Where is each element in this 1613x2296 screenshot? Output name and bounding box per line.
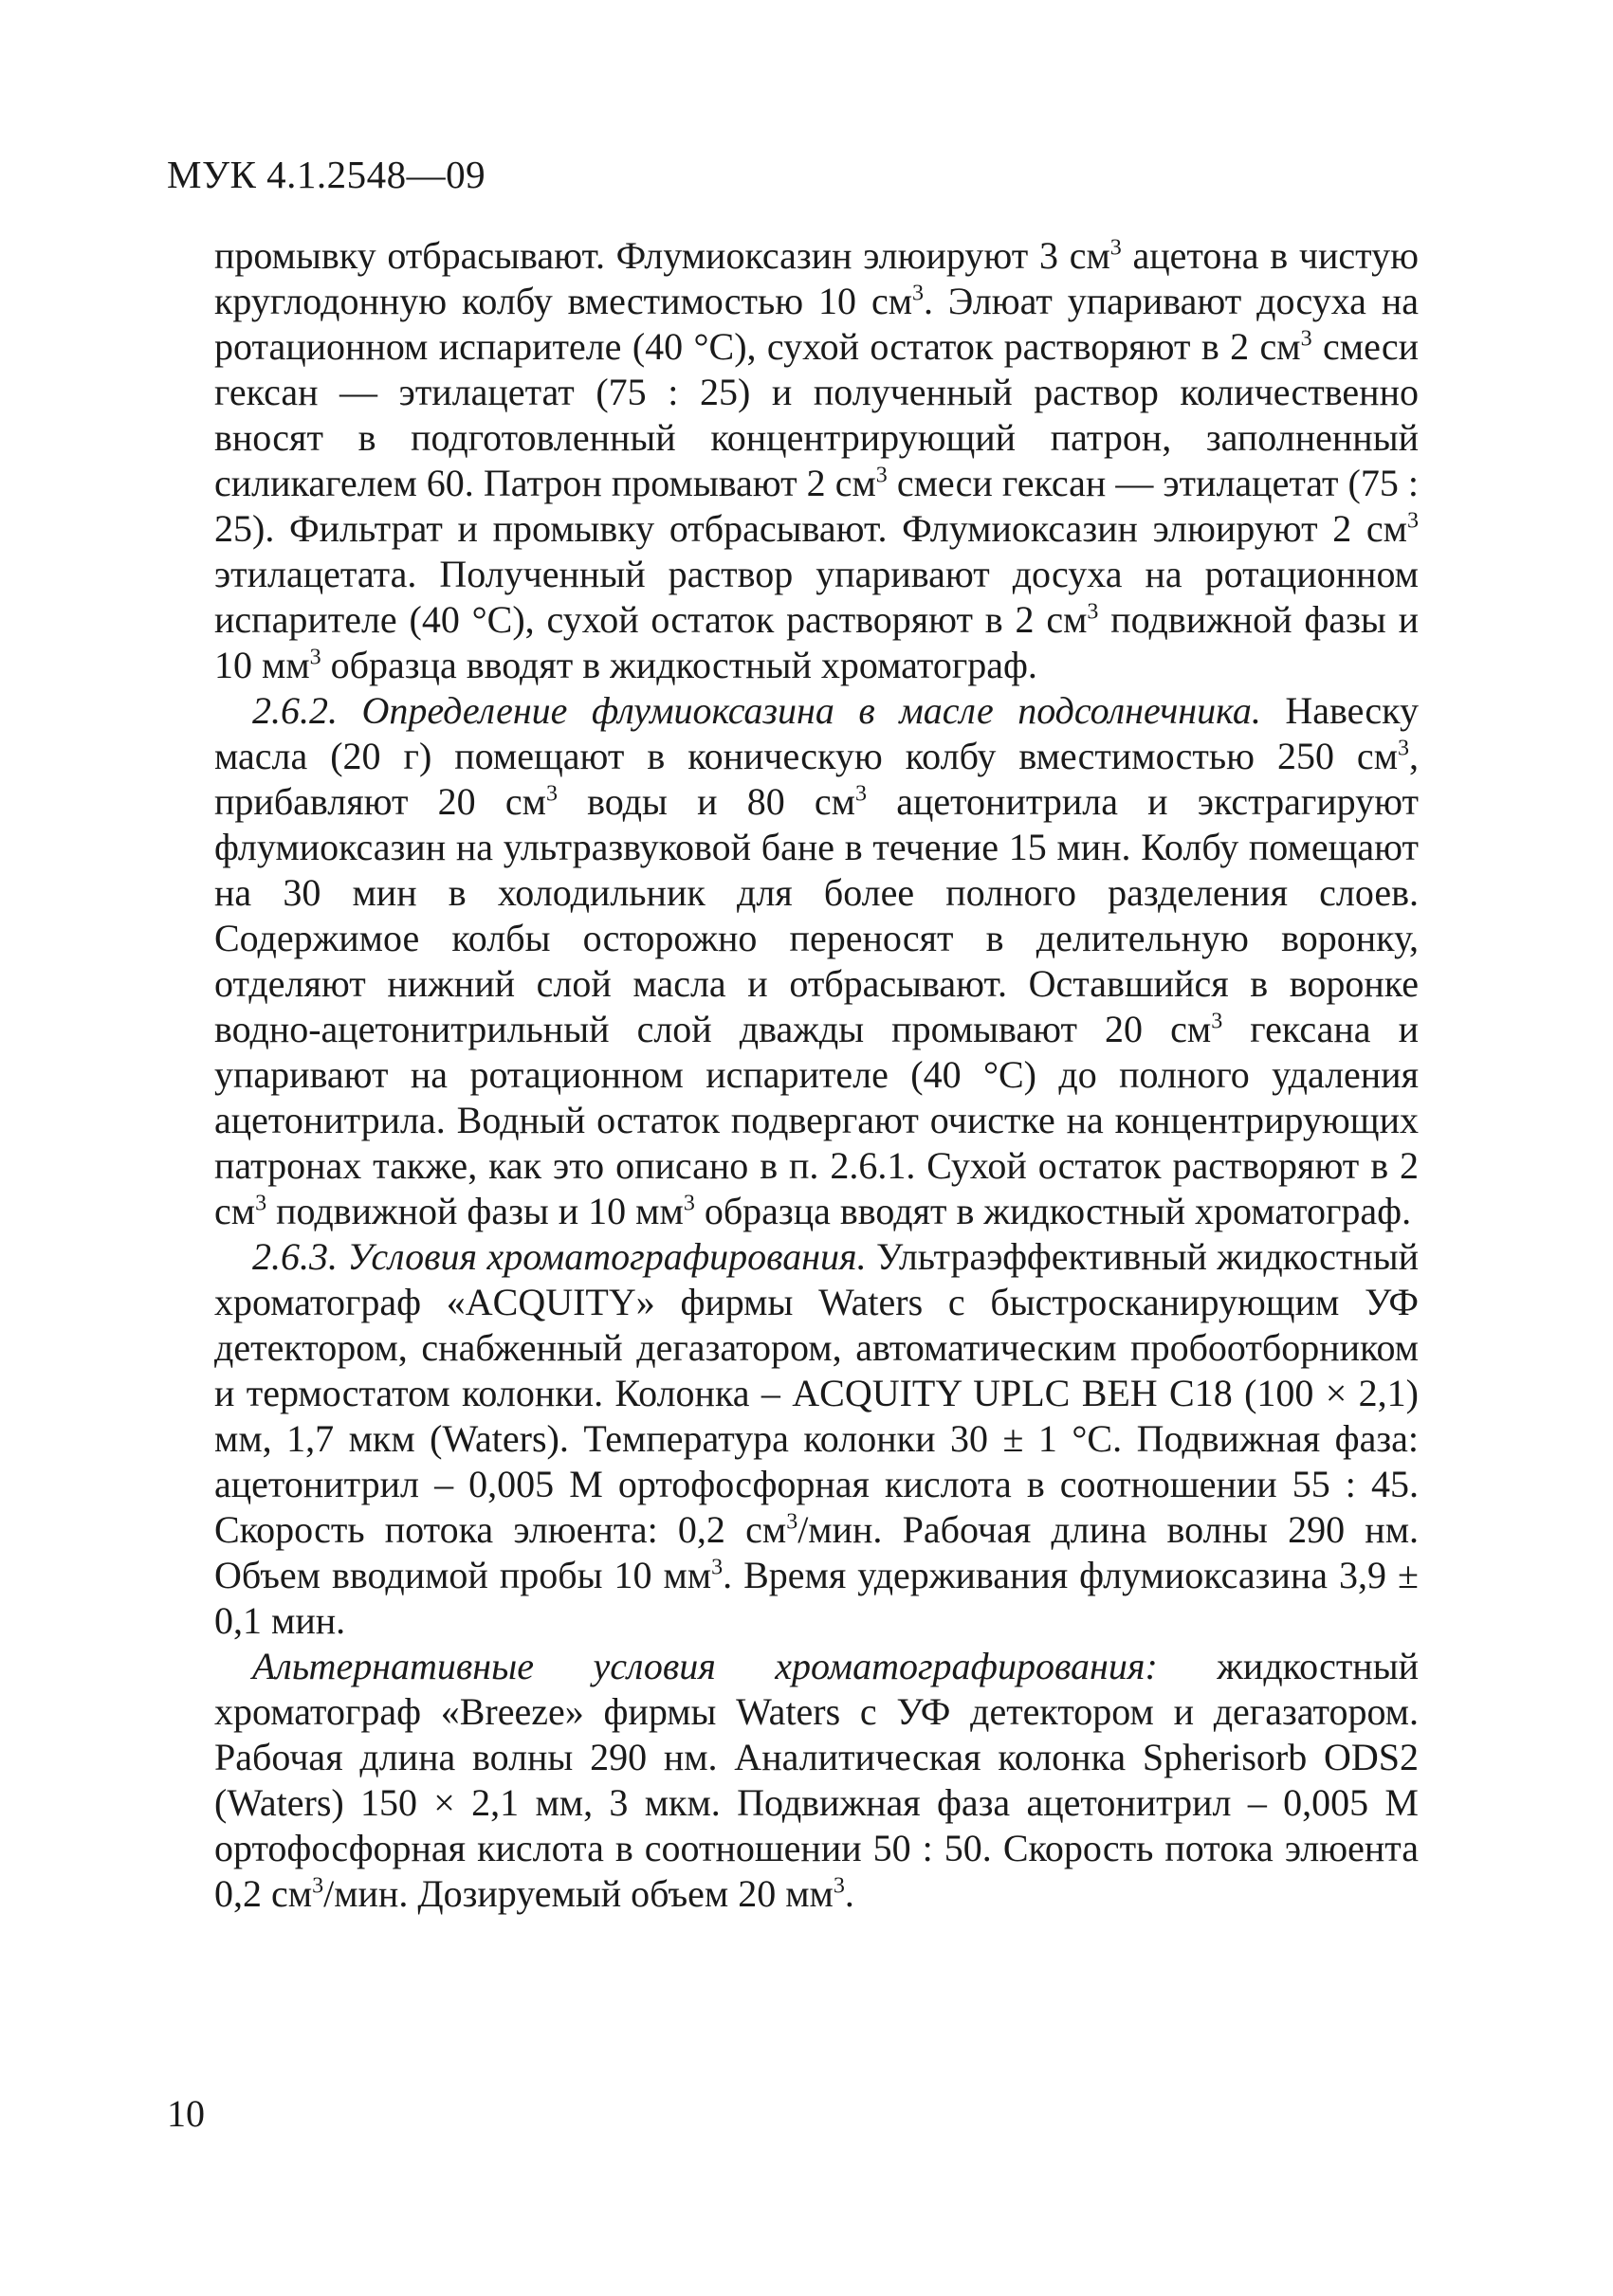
page-number: 10 [167,2092,205,2135]
paragraph-elution-procedure: промывку отбрасывают. Флумиоксазин элюируют 3 $см^3$ ацетона в чистую круглодонную колбу вместимостью 10 $см^3$. Элюат упаривают досуха на ротационном испарителе (40 °C), сухой остаток растворяют в 2 $см^3$ смеси гексан — этилацетат (75 : 25) и полученный раствор количественно вносят в подготовленный концентрирующий патрон, заполненный силикагелем 60. Патрон промывают 2 $см^3$ смеси гексан — этилацетат (75 : 25). Фильтрат и промывку отбрасывают. Флумиоксазин элюируют 2 $см^3$ этилацетата. Полученный раствор упаривают досуха на ротационном испарителе (40 °C), сухой остаток растворяют в 2 $см^3$ подвижной фазы и 10 $мм^3$ образца вводят в жидкостный хроматограф. [214,234,1419,686]
document-code-header: МУК 4.1.2548—09 [167,153,486,196]
alternative-conditions-heading: Альтернативные условия хроматографирования: [252,1645,1158,1687]
paragraph-chromatography-conditions: 2.6.3. Условия хроматографирования. Ультраэффективный жидкостный хроматограф «ACQUITY» фирмы Waters с быстросканирующим УФ детектором, снабженный дегазатором, автоматическим пробоотборником и термостатом колонки. Колонка – ACQUITY UPLC BEH C18 (100 × 2,1) мм, 1,7 мкм (Waters). Температура колонки 30 ± 1 °C. Подвижная фаза: ацетонитрил – 0,005 М ортофосфорная кислота в соотношении 55 : 45. Скорость потока элюента: 0,2 $см^3$/мин. Рабочая длина волны 290 нм. Объем вводимой пробы 10 $мм^3$. Время удерживания флумиоксазина 3,9 ± 0,1 мин. [214,1235,1420,1642]
section-heading-2-6-3: 2.6.3. Условия хроматографирования. [252,1235,867,1278]
paragraph-alternative-conditions: Альтернативные условия хроматографирования: жидкостный хроматограф «Breeze» фирмы Waters с УФ детектором и дегазатором. Рабочая длина волны 290 нм. Аналитическая колонка Spherisorb ODS2 (Waters) 150 × 2,1 мм, 3 мкм. Подвижная фаза ацетонитрил – 0,005 М ортофосфорная кислота в соотношении 50 : 50. Скорость потока элюента 0,2 $см^3$/мин. Дозируемый объем 20 $мм^3$. [214,1645,1419,1915]
body-text [214,233,1419,1917]
paragraph-sunflower-oil: 2.6.2. Определение флумиоксазина в масле подсолнечника. Навеску масла (20 г) помещают в коническую колбу вместимостью 250 $см^3$, прибавляют 20 $см^3$ воды и 80 $см^3$ ацетонитрила и экстрагируют флумиоксазин на ультразвуковой бане в течение 15 мин. Колбу помещают на 30 мин в холодильник для более полного разделения слоев. Содержимое колбы осторожно переносят в делительную воронку, отделяют нижний слой масла и отбрасывают. Оставшийся в воронке водно-ацетонитрильный слой дважды промывают 20 $см^3$ гексана и упаривают на ротационном испарителе (40 °C) до полного удаления ацетонитрила. Водный остаток подвергают очистке на концентрирующих патронах также, как это описано в п. 2.6.1. Сухой остаток растворяют в 2 $см^3$ подвижной фазы и 10 $мм^3$ образца вводят в жидкостный хроматограф. [214,689,1420,1232]
section-heading-2-6-2: 2.6.2. Определение флумиоксазина в масле подсолнечника. [252,689,1261,732]
